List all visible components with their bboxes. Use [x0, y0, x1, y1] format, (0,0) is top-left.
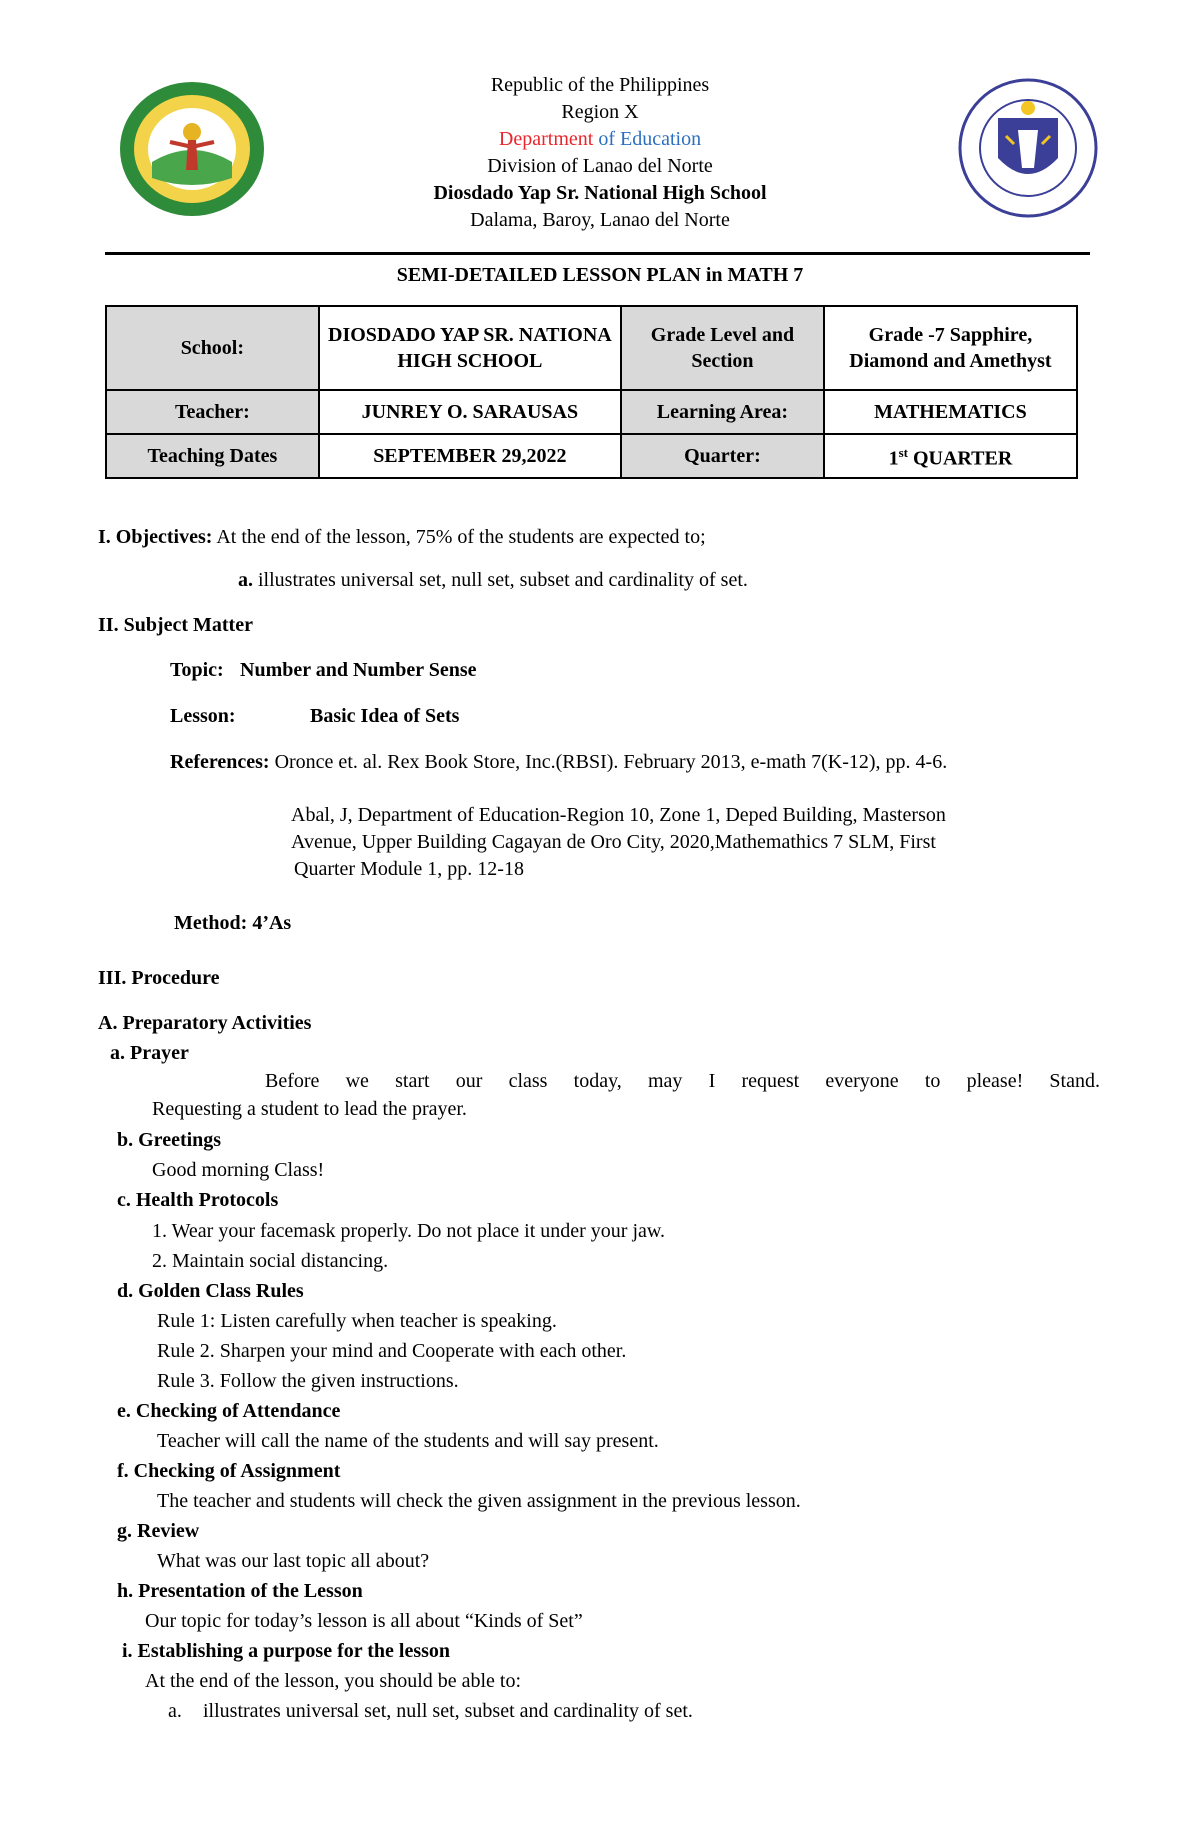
- rule-2: Rule 2. Sharpen your mind and Cooperate with each other.: [157, 1340, 627, 1362]
- procedure-heading: III. Procedure: [98, 967, 220, 989]
- rule-1: Rule 1: Listen carefully when teacher is speaking.: [157, 1310, 557, 1332]
- department-word: Department: [498, 128, 594, 150]
- greetings-heading: b. Greetings: [117, 1129, 222, 1151]
- address-line: Dalama, Baroy, Lanao del Norte: [470, 209, 730, 231]
- reference-1: Oronce et. al. Rex Book Store, Inc.(RBSI). February 2013, e-math 7(K-12), pp. 4-6.: [269, 751, 948, 773]
- quarter-number: 1: [888, 447, 899, 470]
- division-line: Division of Lanao del Norte: [487, 155, 713, 177]
- references-label: References:: [170, 751, 270, 773]
- quarter-value: [824, 434, 1077, 478]
- rule-3: Rule 3. Follow the given instructions.: [157, 1370, 459, 1392]
- health-heading: c. Health Protocols: [117, 1189, 279, 1211]
- lesson-value: Basic Idea of Sets: [310, 705, 460, 727]
- references-line: [170, 749, 947, 775]
- topic-value: Number and Number Sense: [240, 659, 477, 681]
- school-value: DIOSDADO YAP SR. NATIONA HIGH SCHOOL: [319, 306, 621, 390]
- region-line: Region X: [561, 101, 639, 123]
- teacher-value: JUNREY O. SARAUSAS: [319, 390, 621, 434]
- info-table: [105, 305, 1078, 479]
- objective-item-label: a.: [238, 569, 253, 591]
- teaching-dates-value: SEPTEMBER 29,2022: [319, 434, 621, 478]
- quarter-label: Quarter:: [621, 434, 824, 478]
- objective-item-text: illustrates universal set, null set, subset and cardinality of set.: [253, 569, 748, 591]
- objectives-heading: I. Objectives:: [98, 526, 213, 548]
- objective-item: [238, 567, 748, 593]
- school-label: School:: [106, 306, 319, 390]
- presentation-heading: h. Presentation of the Lesson: [117, 1580, 363, 1602]
- attendance-text: Teacher will call the name of the students and will say present.: [157, 1430, 659, 1452]
- rules-heading: d. Golden Class Rules: [117, 1280, 304, 1302]
- assignment-heading: f. Checking of Assignment: [117, 1460, 341, 1482]
- method-line: Method: 4’As: [174, 912, 292, 934]
- presentation-text: Our topic for today’s lesson is all about “Kinds of Set”: [145, 1610, 583, 1632]
- objectives-text: At the end of the lesson, 75% of the students are expected to;: [212, 526, 706, 548]
- review-text: What was our last topic all about?: [157, 1550, 430, 1572]
- attendance-heading: e. Checking of Attendance: [117, 1400, 341, 1422]
- purpose-item-text: illustrates universal set, null set, subset and cardinality of set.: [203, 1700, 693, 1722]
- preparatory-heading: A. Preparatory Activities: [98, 1012, 312, 1034]
- objectives-line: [98, 524, 706, 550]
- prayer-text-1: Before we start our class today, may I request everyone to please! Stand.: [265, 1070, 1100, 1092]
- purpose-item-label: a.: [168, 1700, 182, 1722]
- quarter-ordinal: st: [898, 445, 908, 461]
- grade-value: Grade -7 Sapphire, Diamond and Amethyst: [824, 306, 1077, 390]
- republic-line: Republic of the Philippines: [490, 74, 710, 96]
- document-title: SEMI-DETAILED LESSON PLAN in MATH 7: [396, 264, 804, 286]
- purpose-text: At the end of the lesson, you should be able to:: [145, 1670, 522, 1692]
- teacher-label: Teacher:: [106, 390, 319, 434]
- school-logo: [118, 80, 266, 218]
- reference-2-line-3: Quarter Module 1, pp. 12-18: [294, 858, 524, 880]
- assignment-text: The teacher and students will check the given assignment in the previous lesson.: [157, 1490, 801, 1512]
- greetings-text: Good morning Class!: [152, 1159, 325, 1181]
- reference-2-line-2: Avenue, Upper Building Cagayan de Oro City, 2020,Mathemathics 7 SLM, First: [291, 831, 936, 853]
- of-education-words: of Education: [593, 128, 702, 150]
- school-name-line: Diosdado Yap Sr. National High School: [433, 182, 767, 204]
- health-item-2: 2. Maintain social distancing.: [152, 1250, 389, 1272]
- subject-matter-heading: II. Subject Matter: [98, 614, 253, 636]
- lesson-label: Lesson:: [170, 705, 236, 727]
- department-line: [300, 126, 900, 153]
- header-rule: [105, 252, 1090, 255]
- quarter-word: QUARTER: [907, 447, 1013, 470]
- deped-seal: [958, 78, 1098, 218]
- learning-area-value: MATHEMATICS: [824, 390, 1077, 434]
- teaching-dates-label: Teaching Dates: [106, 434, 319, 478]
- prayer-text-2: Requesting a student to lead the prayer.: [152, 1098, 467, 1120]
- grade-label: Grade Level and Section: [621, 306, 824, 390]
- prayer-heading: a. Prayer: [110, 1042, 189, 1064]
- learning-area-label: Learning Area:: [621, 390, 824, 434]
- topic-label: Topic:: [170, 659, 224, 681]
- purpose-heading: i. Establishing a purpose for the lesson: [122, 1640, 451, 1662]
- reference-2-line-1: Abal, J, Department of Education-Region 10, Zone 1, Deped Building, Masterson: [291, 804, 946, 826]
- review-heading: g. Review: [117, 1520, 200, 1542]
- health-item-1: 1. Wear your facemask properly. Do not place it under your jaw.: [152, 1220, 666, 1242]
